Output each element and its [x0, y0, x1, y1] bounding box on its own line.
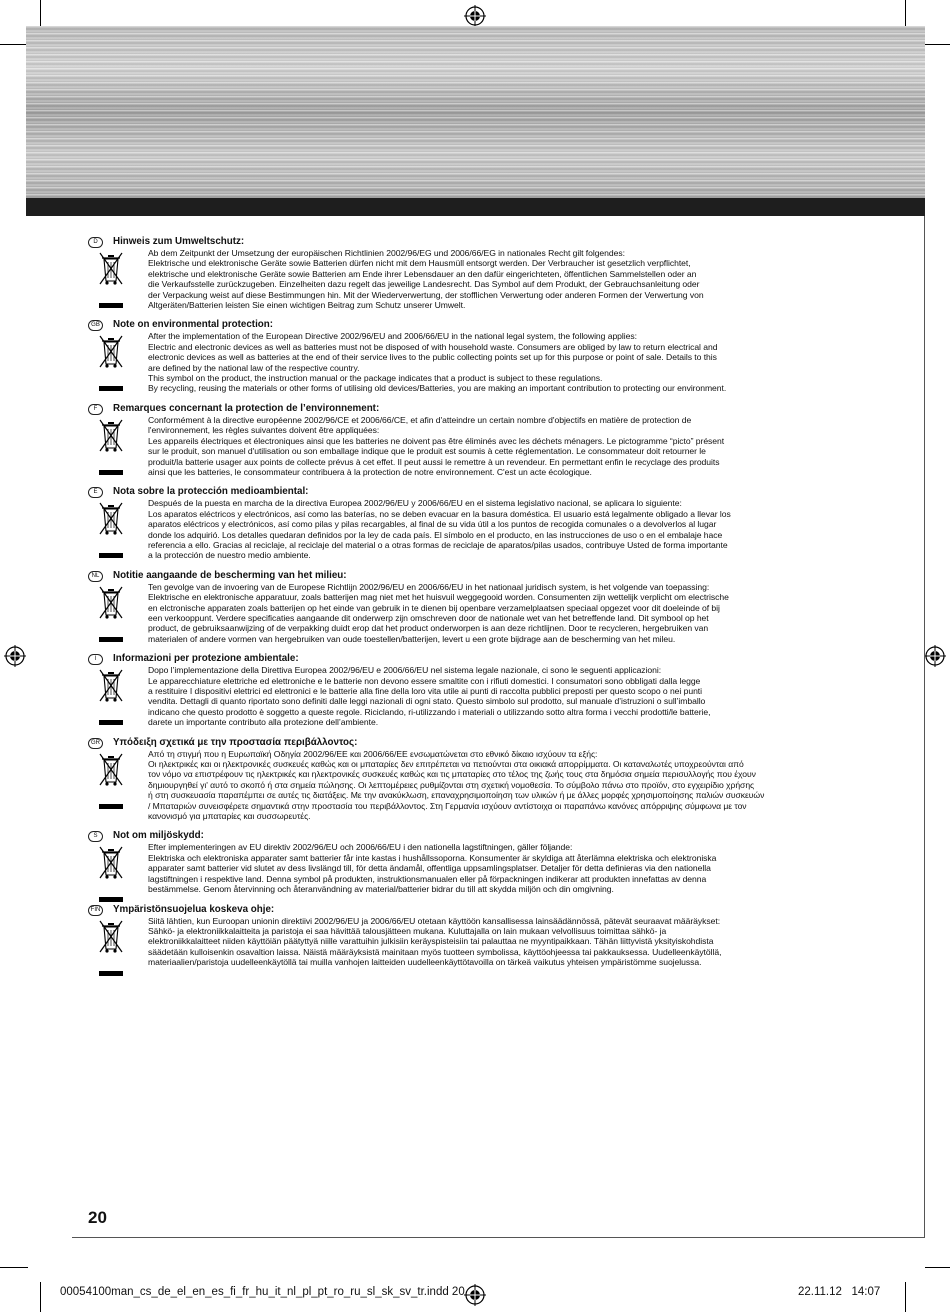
notice-heading: [88, 737, 858, 749]
notice-line: Siitä lähtien, kun Euroopan unionin direktiivi 2002/96/EU ja 2006/66/EU otetaan käyttöön kansallisessa lainsäädännössä, pätevät seuraavat määräykset:: [148, 915, 721, 926]
notice-heading: [88, 486, 858, 498]
notice-line: a la protección de nuestro medio ambiente.: [148, 550, 311, 561]
notice-line: Ab dem Zeitpunkt der Umsetzung der europäischen Richtlinien 2002/96/EG und 2006/66/EG in nationales Recht gilt folgendes:: [148, 248, 625, 258]
crossed-out-wheelie-bin-icon: [96, 844, 126, 904]
crossed-out-wheelie-bin-icon: [96, 918, 126, 978]
notice-line: Οι ηλεκτρικές και οι ηλεκτρονικές συσκευές καθώς και οι μπαταρίες δεν επιτρέπεται να πετιούνται στα οικιακά απορρίμματα. Οι καταναλωτές υποχρεούνται από: [148, 759, 744, 770]
footer-datetime: [798, 1286, 880, 1298]
notice-heading: [88, 403, 858, 415]
notice-line: By recycling, reusing the materials or other forms of utilising old devices/Batteries, you are making an important contribution to protecting our environment.: [148, 383, 727, 394]
crop-mark: [925, 1267, 950, 1268]
notice-section-e: [88, 486, 858, 560]
notice-line: die Verkaufsstelle zurückzugeben. Einzelheiten dazu regelt das jeweilige Landesrecht. Das Symbol auf dem Produkt, der Gebrauchsanleitung oder: [148, 279, 700, 290]
language-code-badge: D: [88, 237, 103, 248]
language-code-badge: E: [88, 487, 103, 498]
notice-line: δημιουργηθεί γι' αυτό το σκοπό ή στα σημεία πώλησης. Οι λεπτομέρειες ρυθμίζονται στη σχετική νομοθεσία. Το σύμβολο πάνω στο προϊόν, στο εγχειρίδιο χρήσης: [148, 779, 755, 790]
notice-body: [148, 749, 858, 822]
notice-line: darete un importante contributo alla protezione dell’ambiente.: [148, 717, 379, 728]
notice-line: Altgeräten/Batterien leisten Sie einen wichtigen Beitrag zum Schutz unserer Umwelt.: [148, 300, 466, 311]
language-code-badge: I: [88, 654, 103, 665]
notice-line: a restituire I dispositivi elettrici ed elettronici e le batterie alla fine della loro vita utile ai punti di raccolta pubblici preposti per questo scopo o nei punti: [148, 686, 702, 696]
notice-line: Después de la puesta en marcha de la directiva Europea 2002/96/EU y 2006/66/EU en el sistema legislativo nacional, se aplicara lo siguiente:: [148, 498, 682, 509]
language-code-badge: S: [88, 831, 103, 842]
notice-title: Hinweis zum Umweltschutz:: [113, 236, 245, 247]
page-number: 20: [88, 1208, 107, 1227]
notice-heading: [88, 319, 858, 331]
crop-mark: [905, 1282, 906, 1312]
notice-line: der Verpackung weist auf diese Bestimmungen hin. Mit der Wiederverwertung, der stofflichen Verwertung oder anderen Formen der Verwertung von: [148, 289, 704, 300]
notice-heading: [88, 653, 858, 665]
notice-line: Efter implementeringen av EU direktiv 2002/96/EU och 2006/66/EU i den nationella lagstiftningen, gäller följande:: [148, 842, 573, 853]
notice-line: Los aparatos eléctricos y electrónicos, así como las baterías, no se deben evacuar en la basura doméstica. El usuario está legalmente obligado a llevar los: [148, 508, 731, 519]
notice-section-s: [88, 830, 858, 894]
notice-line: aparatos eléctricos y electrónicos, así como pilas y pilas recargables, al final de su vida útil a los puntos de recogida comunales o a devolverlos al lugar: [148, 519, 717, 530]
notice-body: [148, 842, 858, 894]
notice-line: referencia a ello. Gracias al reciclaje, al reciclaje del material o a otras formas de reciclaje de aparatos/pilas usados, contribuye Usted de forma importante: [148, 539, 728, 550]
crossed-out-wheelie-bin-icon: [96, 584, 126, 644]
notice-body: [148, 498, 858, 560]
notice-line: Electric and electronic devices as well as batteries must not be disposed of with household waste. Consumers are obliged by law to return electrical and: [148, 341, 718, 352]
crossed-out-wheelie-bin-icon: [96, 500, 126, 560]
notice-line: apparater samt batterier vid slutet av dess livslängd till, för detta ändamål, offentliga uppsamlingsplatser. Detaljer för detta definieras via den nationella: [148, 863, 711, 874]
notice-line: τον νόμο να επιστρέφουν τις ηλεκτρικές και ηλεκτρονικές συσκευές καθώς και τις μπαταρίες στο τέλος της ζωής τους στα δημόσια σημεία περισυλλογής που έχουν: [148, 769, 756, 780]
notice-body: [148, 415, 858, 477]
notice-line: Les appareils électriques et électroniques ainsi que les batteries ne doivent pas être éliminés avec les déchets ménagers. Le pictogramme “picto” présent: [148, 435, 725, 446]
notice-line: Sähkö- ja elektroniikkalaitteita ja paristoja ei saa hävittää talousjätteen mukana. Kuluttajalla on lain mukaan velvollisuus toimittaa sähkö- ja: [148, 925, 667, 936]
notice-line: säädetään kulloisenkin osavaltion laissa. Näistä määräyksistä mainitaan myös tuotteen symbolissa, käyttöohjeessa tai pakkauksessa. Uudelleenkäytöllä,: [148, 946, 722, 957]
header-brushed-metal-band: [26, 26, 925, 198]
registration-mark-icon: [464, 1284, 486, 1306]
notice-title: Remarques concernant la protection de l’environnement:: [113, 402, 380, 414]
notice-line: Elektriska och elektroniska apparater samt batterier får inte kastas i hushållssoporna. Konsumenter är skyldiga att återlämna elektriska och elektroniska: [148, 852, 717, 863]
notice-line: / Μπαταριών συνεισφέρετε σημαντικά στην προστασία του περιβάλλοντος. Στη Γερμανία ισχύουν αντίστοιχα οι παραπάνω κανόνες απόρριψης σύμφωνα με τον: [148, 800, 747, 811]
crossed-out-wheelie-bin-icon: [96, 751, 126, 811]
notice-line: materialen of andere vormen van hergebruiken van oude toestellen/batterijen, levert u een grote bijdrage aan de bescherming van het mileu.: [148, 633, 676, 644]
notice-title: Ympäristönsuojelua koskeva ohje:: [113, 903, 275, 915]
notice-line: product, de gebruiksaanwijzing of de verpakking duidt erop dat het product onderworpen is aan deze richtlijnen. Door te recycleren, hergebruiken van: [148, 623, 709, 634]
notice-line: bestämmelse. Genom återvinning och återanvändning av material/batterier bidrar du till att skydda miljön och din omgivning.: [148, 884, 614, 895]
language-code-badge: F: [88, 404, 103, 415]
notice-title: Notitie aangaande de bescherming van het milieu:: [113, 569, 347, 581]
frame-bottom-line: [72, 1237, 925, 1238]
footer-time: 14:07: [851, 1286, 881, 1298]
notice-line: After the implementation of the European Directive 2002/96/EU and 2006/66/EU in the national legal system, the following applies:: [148, 331, 637, 342]
language-code-badge: NL: [88, 571, 103, 582]
notice-heading: [88, 570, 858, 582]
crossed-out-wheelie-bin-icon: [96, 417, 126, 477]
notice-section-nl: [88, 570, 858, 644]
language-code-badge: FIN: [88, 905, 103, 916]
notice-line: Από τη στιγμή που η Ευρωπαϊκή Οδηγία 2002/96/ΕΕ και 2006/66/ΕΕ ενσωματώνεται στο εθνικό δίκαιο ισχύουν τα εξής:: [148, 748, 598, 759]
notice-line: electronic devices as well as batteries at the end of their service lives to the public collecting points set up for this purpose or point of sale. Details to this: [148, 352, 717, 363]
notice-line: This symbol on the product, the instruction manual or the package indicates that a product is subject to these regulations.: [148, 373, 603, 384]
notice-title: Nota sobre la protección medioambiental:: [113, 486, 309, 498]
language-code-badge: GB: [88, 320, 103, 331]
environment-notices: [88, 236, 858, 977]
notice-section-fin: [88, 904, 858, 968]
crossed-out-wheelie-bin-icon: [96, 250, 126, 310]
notice-line: en elctronische apparaten zoals batterijen op het einde van gebruik in te dienen bij openbare verzamelplaatsen speciaal opgezet voor dit doeleinde of bij: [148, 602, 720, 613]
registration-mark-icon: [4, 645, 26, 667]
notice-line: een verkooppunt. Verdere specificaties aangaande dit onderwerp zijn omschreven door de nationale wet van het betreffende land. Dit symbool op het: [148, 612, 709, 623]
notice-line: Conformément à la directive européenne 2002/96/CE et 2006/66/CE, et afin d'atteindre un certain nombre d'objectifs en matière de protection de: [148, 414, 692, 425]
notice-line: Ten gevolge van de invoering van de Europese Richtlijn 2002/96/EU en 2006/66/EU in het nationaal juridisch system, is het volgende van toepassing:: [148, 581, 710, 592]
notice-line: materiaalien/paristoja uudelleenkäytöllä tai muilla vanhojen laitteiden uudelleenkäyttötavoilla on tärkeä vaikutus yhteisen ympäristömme suojelussa.: [148, 957, 702, 968]
frame-right-line: [924, 216, 925, 1238]
notice-section-d: [88, 236, 858, 310]
registration-mark-icon: [464, 5, 486, 27]
crop-mark: [40, 1282, 41, 1312]
notice-section-gr: [88, 737, 858, 822]
notice-line: elektrische und elektronische Geräte sowie Batterien am Ende ihrer Lebensdauer an den dafür eingerichteten, öffentlichen Sammelstellen oder an: [148, 268, 697, 279]
notice-heading: [88, 830, 858, 842]
registration-mark-icon: [924, 645, 946, 667]
notice-line: sur le produit, son manuel d'utilisation ou son emballage indique que le produit est soumis à cette réglementation. Le consommateur doit retourner le: [148, 446, 706, 457]
notice-body: [148, 331, 858, 393]
footer-date: 22.11.12: [798, 1286, 842, 1298]
crop-mark: [0, 1267, 28, 1268]
notice-heading: [88, 236, 858, 248]
notice-body: [148, 248, 858, 310]
notice-line: κανονισμό για μπαταρίες και συσσωρευτές.: [148, 811, 311, 822]
notice-heading: [88, 904, 858, 916]
notice-line: Dopo l’implementazione della Direttiva Europea 2002/96/EU e 2006/66/EU nel sistema legale nazionale, ci sono le seguenti applicazioni:: [148, 665, 662, 676]
notice-title: Not om miljöskydd:: [113, 830, 204, 842]
notice-title: Υπόδειξη σχετικά με την προστασία περιβάλλοντος:: [113, 736, 358, 748]
notice-line: produit/la batterie usager aux points de collecte prévus à cet effet. Il peut aussi le remettre à un revendeur. En permettant enfin le recyclage des produits: [148, 456, 720, 467]
notice-line: l'environnement, les règles suivantes doivent être appliquées:: [148, 425, 380, 436]
notice-line: indicano che questo prodotto è soggetto a queste regole. Riciclando, ri-utilizzando i materiali o utilizzando sotto altra forma i vecchi prodotti/le batterie,: [148, 706, 711, 717]
notice-line: Elektrische en elektronische apparatuur, zoals batterijen mag niet met het huisvuil weggegooid worden. Consumenten zijn wettelijk verplicht om electrische: [148, 592, 729, 603]
notice-body: [148, 582, 858, 644]
notice-line: ή στη συσκευασία παραπέμπει σε αυτές τις διατάξεις. Με την ανακύκλωση, επαναχρησιμοποίηση των υλικών ή με άλλες μορφές χρησιμοποίησης παλιών συσκευών: [148, 790, 765, 801]
notice-line: are defined by the national law of the respective country.: [148, 362, 360, 373]
crossed-out-wheelie-bin-icon: [96, 667, 126, 727]
footer-filename: 00054100man_cs_de_el_en_es_fi_fr_hu_it_nl_pl_pt_ro_ru_sl_sk_sv_tr.indd 20: [60, 1286, 465, 1298]
header-dark-bar: [26, 198, 925, 216]
notice-title: Note on environmental protection:: [113, 319, 274, 331]
notice-line: lagstiftningen i respektive land. Denna symbol på produkten, instruktionsmanualen eller på förpackningen indikerar att produkten innefattas av denna: [148, 873, 707, 884]
notice-line: Le apparecchiature elettriche ed elettroniche e le batterie non devono essere smaltite con i rifiuti domestici. I consumatori sono obbligati dalla legge: [148, 675, 701, 686]
notice-line: vendita. Dettagli di quanto riportato sono definiti dalle leggi nazionali di ogni stato. Questo simbolo sul prodotto, sul manuale d’istruzioni o sull’imballo: [148, 696, 706, 707]
notice-section-f: [88, 403, 858, 477]
crossed-out-wheelie-bin-icon: [96, 333, 126, 393]
notice-section-i: [88, 653, 858, 727]
notice-line: Elektrische und elektronische Geräte sowie Batterien dürfen nicht mit dem Hausmüll entsorgt werden. Der Verbraucher ist gesetzlich verpflichtet,: [148, 258, 691, 269]
notice-section-gb: [88, 319, 858, 393]
notice-body: [148, 916, 858, 968]
crop-mark: [925, 44, 950, 45]
notice-body: [148, 665, 858, 727]
notice-line: elektroniikkalaitteet niiden käyttöiän päätyttyä niille varattuihin julkisiin keräyspisteisiin tai palauttaa ne myyntipaikkaan. Tähän liittyvistä yksityiskohdista: [148, 936, 714, 947]
notice-line: donde los adquirió. Los detalles quedaran definidos por la ley de cada país. El símbolo en el producto, en las instrucciones de uso o en el embalaje hace: [148, 529, 723, 540]
notice-line: ainsi que les batteries, le consommateur contribuera à la protection de notre environnement. C'est un acte écologique.: [148, 466, 592, 477]
crop-mark: [0, 44, 28, 45]
notice-title: Informazioni per protezione ambientale:: [113, 653, 299, 665]
language-code-badge: GR: [88, 738, 103, 749]
